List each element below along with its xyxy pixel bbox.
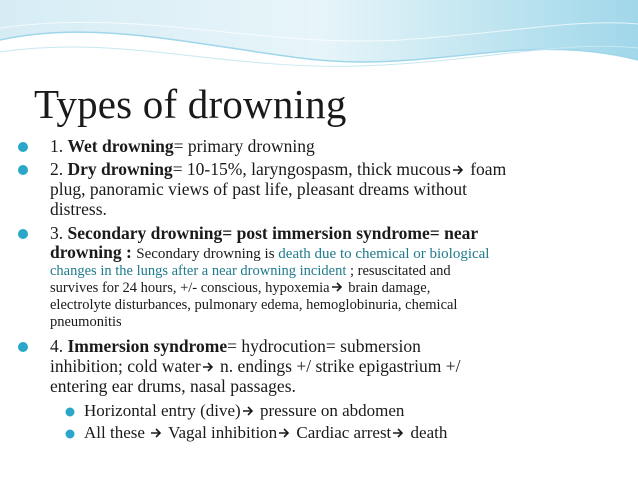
bullet-text: = 10-15%, laryngospasm, thick mucous — [172, 159, 451, 179]
bullet-text: survives for 24 hours, +/- conscious, hypoxemia — [50, 280, 330, 296]
bullet-text-line: electrolyte disturbances, pulmonary edema, hemoglobinuria, chemical — [50, 297, 458, 313]
arrow-right-icon — [278, 427, 291, 439]
arrow-right-icon — [452, 164, 465, 176]
sub-bullet-horizontal-entry — [14, 400, 614, 422]
definition-prefix: Secondary drowning is — [136, 246, 279, 262]
arrow-right-icon — [242, 405, 255, 417]
sub-bullet-text: Vagal inhibition — [164, 423, 278, 442]
bullet-number: 4. — [50, 336, 68, 356]
sub-bullet-text: Horizontal entry (dive) — [84, 401, 241, 420]
bullet-icon — [64, 423, 78, 443]
arrow-right-icon — [331, 281, 344, 293]
arrow-right-icon — [150, 427, 163, 439]
definition-highlight: changes in the lungs after a near drowning incident — [50, 263, 347, 279]
bullet-icon — [16, 136, 32, 156]
bullet-icon — [16, 223, 32, 243]
sub-bullet-text: Cardiac arrest — [292, 423, 392, 442]
bullet-icon — [16, 159, 32, 179]
term-wet-drowning: Wet drowning — [67, 136, 174, 156]
bullet-text-line: pneumonitis — [50, 314, 122, 330]
bullet-text: = hydrocution= submersion — [227, 336, 421, 356]
bullet-text: brain damage, — [344, 280, 431, 296]
slide-title: Types of drowning — [34, 81, 347, 127]
arrow-right-icon — [202, 361, 215, 373]
term-secondary-drowning-cont: drowning : — [50, 242, 137, 262]
term-dry-drowning: Dry drowning — [67, 159, 173, 179]
bullet-wet-drowning — [14, 136, 614, 156]
bullet-icon — [16, 336, 32, 356]
bullet-number: 2. — [50, 159, 68, 179]
sub-bullet-text: death — [406, 423, 448, 442]
term-secondary-drowning: Secondary drowning= post immersion syndrome= near — [67, 223, 479, 243]
term-immersion-syndrome: Immersion syndrome — [67, 336, 228, 356]
bullet-text-line: distress. — [50, 199, 107, 219]
bullet-number: 3. — [50, 223, 68, 243]
bullet-text: n. endings +/ strike epigastrium +/ — [215, 356, 461, 376]
sub-bullet-text: All these — [84, 423, 150, 442]
bullet-icon — [64, 401, 78, 421]
bullet-text: inhibition; cold water — [50, 356, 201, 376]
bullet-immersion-syndrome — [14, 336, 614, 396]
bullet-number: 1. — [50, 136, 68, 156]
bullet-dry-drowning — [14, 159, 614, 219]
definition-tail: ; resuscitated and — [346, 263, 451, 279]
bullet-text-line: entering ear drums, nasal passages. — [50, 376, 296, 396]
sub-bullet-vagal-inhibition — [14, 422, 614, 444]
definition-highlight: death due to chemical or biological — [278, 246, 490, 262]
header-wave-decoration — [0, 0, 638, 78]
bullet-secondary-drowning — [14, 223, 614, 331]
bullet-text: = primary drowning — [173, 136, 315, 156]
sub-bullet-text: pressure on abdomen — [255, 401, 405, 420]
bullet-list — [14, 136, 614, 444]
arrow-right-icon — [392, 427, 405, 439]
bullet-text-line: plug, panoramic views of past life, pleasant dreams without — [50, 179, 467, 199]
bullet-text: foam — [465, 159, 507, 179]
